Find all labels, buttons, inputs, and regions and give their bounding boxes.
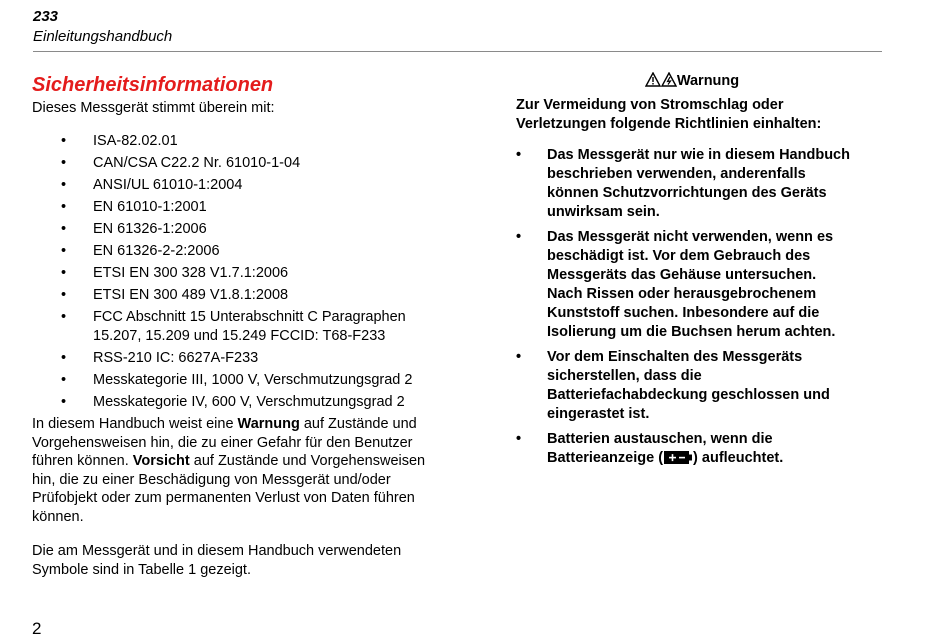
warning-item-text: Vor dem Einschalten des Messgeräts sicherstellen, dass die Batteriefachabdeckung geschlossen und eingerastet ist. [547, 349, 830, 422]
compliance-intro: Dieses Messgerät stimmt überein mit: [32, 100, 275, 116]
standard-item [32, 176, 432, 195]
battery-indicator-icon [663, 450, 693, 465]
standard-item-text: EN 61326-1:2006 [93, 220, 207, 237]
warning-list [516, 146, 852, 468]
standard-item-text: EN 61326-2-2:2006 [93, 242, 220, 259]
para-text-3: auf Zustände und Vorgehensweisen hin, die zu einer Beschädigung von Messgerät und/oder Prüfobjekt oder zum permanenten Verlust von Daten führen können. [32, 453, 426, 525]
header-title: Einleitungshandbuch [33, 28, 173, 45]
bullet: • [61, 154, 67, 171]
warning-item [516, 228, 852, 342]
header-page-number: 233 [33, 8, 59, 25]
standard-item-text: RSS-210 IC: 6627A-F233 [93, 349, 259, 366]
shock-hazard-triangle-icon [661, 72, 677, 87]
right-column [516, 72, 852, 474]
standard-item-text: Messkategorie III, 1000 V, Verschmutzungsgrad 2 [93, 371, 413, 388]
section-title: Sicherheitsinformationen [32, 74, 274, 96]
warning-caution-paragraph [32, 415, 432, 526]
warning-item [516, 146, 852, 222]
standard-item-text: FCC Abschnitt 15 Unterabschnitt C Paragraphen 15.207, 15.209 und 15.249 FCCID: T68-F233 [93, 309, 406, 344]
standard-item-text: ETSI EN 300 489 V1.8.1:2008 [93, 287, 289, 304]
para-bold-vorsicht: Vorsicht [132, 453, 190, 470]
warning-title: Warnung [676, 73, 740, 89]
left-column [32, 72, 432, 579]
warning-item-text-after: ) aufleuchtet. [693, 450, 784, 466]
standard-item [32, 264, 432, 283]
bullet: • [516, 147, 522, 163]
bullet: • [61, 371, 67, 388]
para-text-2: auf Zustände und Vorgehensweisen hin, die zu einer Gefahr für den Benutzer führen können. [32, 416, 417, 470]
standards-list [32, 132, 432, 412]
standard-item-text: CAN/CSA C22.2 Nr. 61010-1-04 [93, 154, 301, 171]
warning-item-text-before: Batterien austauschen, wenn die Batterieanzeige ( [547, 431, 773, 466]
warning-item [516, 348, 852, 424]
warning-item-text: Das Messgerät nicht verwenden, wenn es beschädigt ist. Vor dem Gebrauch des Messgeräts das Gehäuse untersuchen. Nach Rissen oder herausgebrochenem Kunststoff suchen. Inbesondere auf die Isolierung um die Buchsen herum achten. [547, 229, 836, 340]
bullet: • [61, 265, 67, 282]
bullet: • [516, 229, 522, 245]
bullet: • [516, 431, 522, 447]
warning-intro: Zur Vermeidung von Stromschlag oder Verletzungen folgende Richtlinien einhalten: [516, 97, 822, 132]
bullet: • [61, 394, 67, 411]
standard-item [32, 393, 432, 412]
standard-item-text: ETSI EN 300 328 V1.7.1:2006 [93, 265, 289, 282]
bullet: • [516, 349, 522, 365]
standard-item-text: ISA-82.02.01 [93, 132, 178, 149]
standard-item [32, 154, 432, 173]
standard-item [32, 220, 432, 239]
standard-item-text: EN 61010-1:2001 [93, 198, 207, 215]
warning-item [516, 430, 852, 468]
bullet: • [61, 287, 67, 304]
standard-item [32, 132, 432, 151]
standard-item [32, 286, 432, 305]
bullet: • [61, 309, 67, 326]
bullet: • [61, 349, 67, 366]
standard-item-text: ANSI/UL 61010-1:2004 [93, 176, 243, 193]
bullet: • [61, 242, 67, 259]
standard-item [32, 198, 432, 217]
bullet: • [61, 220, 67, 237]
bullet: • [61, 198, 67, 215]
warning-triangle-icon [645, 72, 661, 87]
standard-item-text: Messkategorie IV, 600 V, Verschmutzungsgrad 2 [93, 394, 405, 411]
warning-heading [532, 72, 852, 91]
symbols-paragraph: Die am Messgerät und in diesem Handbuch verwendeten Symbole sind in Tabelle 1 gezeigt. [32, 543, 402, 578]
warning-item-text: Das Messgerät nur wie in diesem Handbuch beschrieben verwenden, anderenfalls können Schutzvorrichtungen des Geräts unwirksam sein. [547, 147, 850, 220]
para-bold-warnung: Warnung [237, 416, 300, 433]
standard-item [32, 371, 432, 390]
header-divider [33, 51, 882, 52]
standard-item [32, 242, 432, 261]
standard-item [32, 349, 432, 368]
bullet: • [61, 132, 67, 149]
para-text-1: In diesem Handbuch weist eine [32, 416, 238, 433]
footer-page-number: 2 [32, 619, 42, 638]
standard-item [32, 308, 432, 345]
bullet: • [61, 176, 67, 193]
